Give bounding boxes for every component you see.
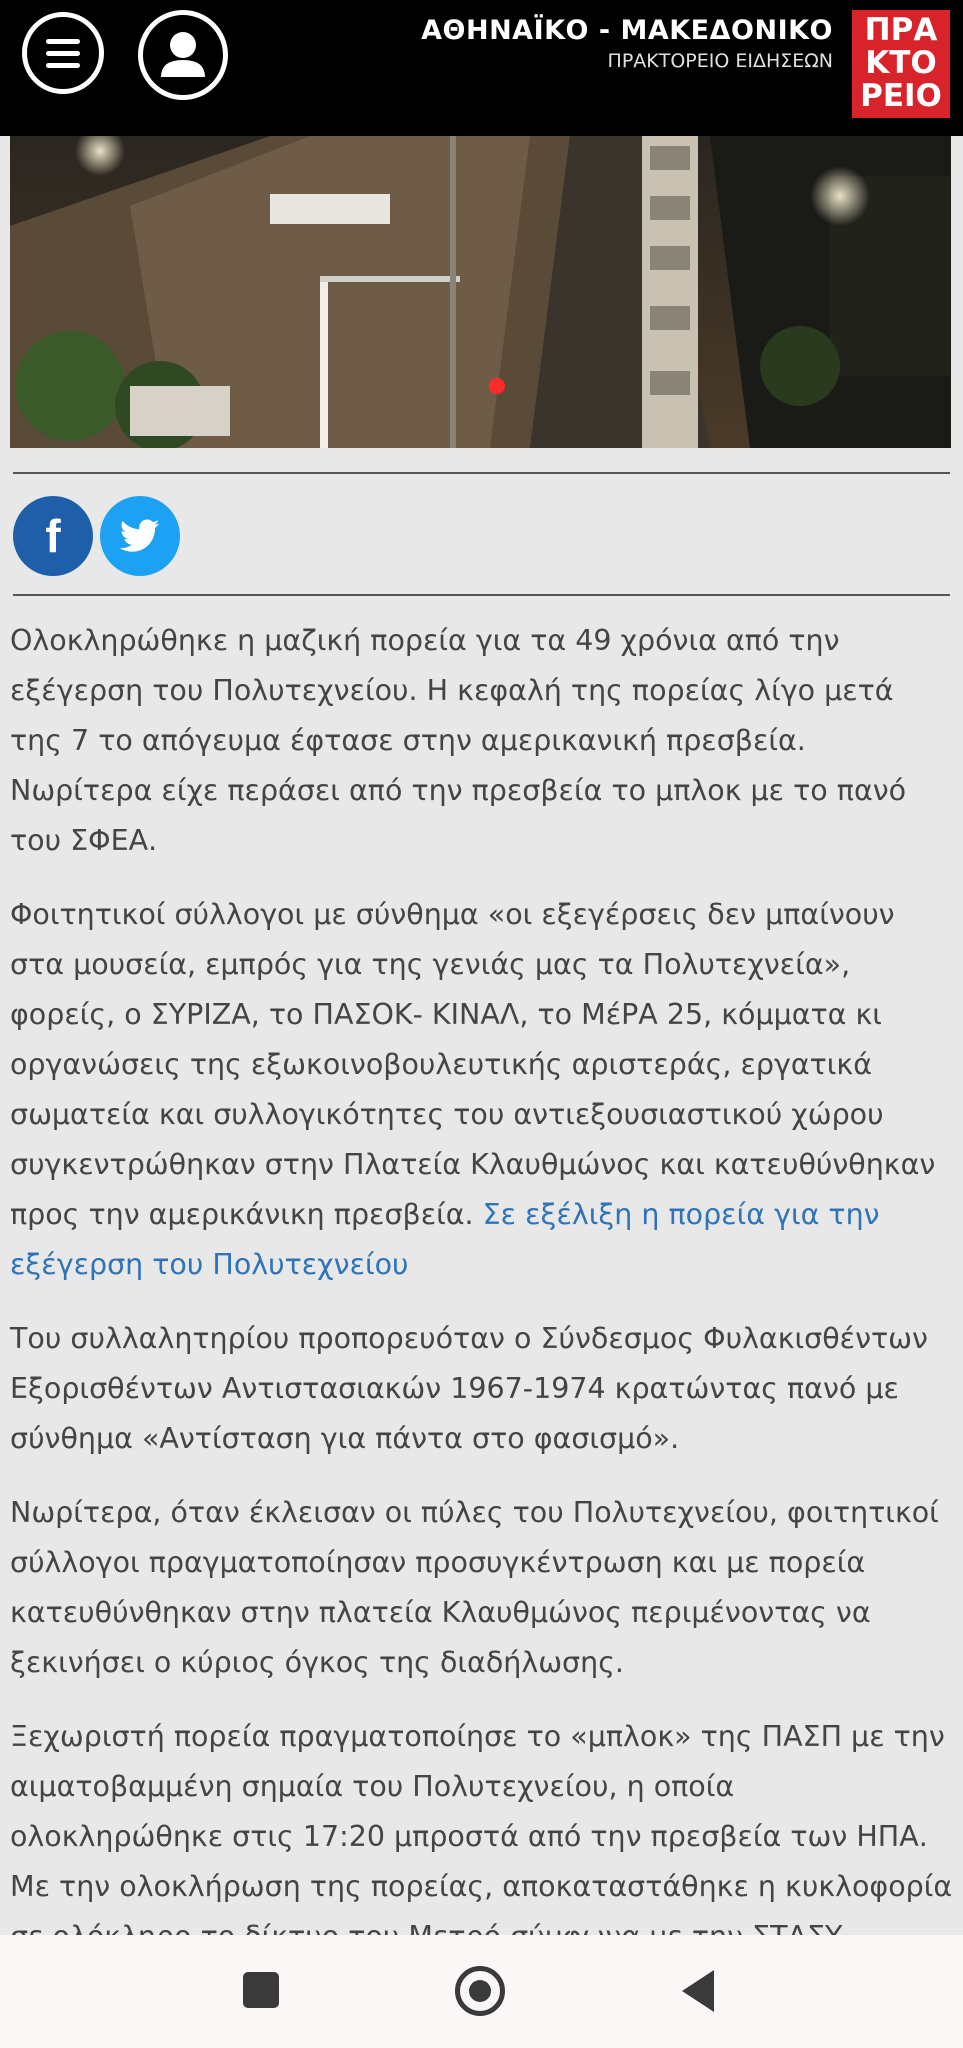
- related-article-link[interactable]: Σε εξέλιξη η πορεία για την εξέγερση του Πολυτεχνείου: [10, 1198, 880, 1281]
- brand-line-1: ΑΘΗΝΑΪΚΟ - ΜΑΚΕΔΟΝΙΚΟ: [421, 15, 833, 46]
- divider-bottom: [13, 594, 950, 596]
- facebook-icon: f: [45, 510, 61, 562]
- article-paragraph-5: Ξεχωριστή πορεία πραγματοποίησε το «μπλοκ» της ΠΑΣΠ με την αιματοβαμμένη σημαία του Πολυτεχνείου, η οποία ολοκληρώθηκε στις 17:20 μπροστά από την πρεσβεία των ΗΠΑ. Με την ολοκλήρωση της πορείας, αποκαταστάθηκε η κυκλοφορία: [10, 1720, 953, 1903]
- divider-top: [13, 472, 950, 474]
- twitter-share-button[interactable]: [100, 496, 180, 576]
- article-paragraph-4: Νωρίτερα, όταν έκλεισαν οι πύλες του Πολυτεχνείου, φοιτητικοί σύλλογοι πραγματοποίησαν προσυγκέντρωση και με πορεία κατευθύνθηκαν στην πλατεία Κλαυθμώνος περιμένοντας να ξεκινήσει ο κύριος όγκος της διαδήλωσης.: [10, 1496, 939, 1679]
- home-icon[interactable]: [455, 1966, 505, 2016]
- article-photo: [10, 136, 951, 448]
- site-header: [0, 0, 963, 136]
- user-account-icon[interactable]: [138, 10, 228, 100]
- logo-line-1: ΠΡΑ: [864, 12, 938, 48]
- article-paragraph-2: [10, 890, 953, 1290]
- recent-apps-icon[interactable]: [243, 1972, 279, 2008]
- twitter-icon: [120, 519, 160, 553]
- logo-line-2: ΚΤΟ: [865, 45, 937, 81]
- article-paragraph-1: Ολοκληρώθηκε η μαζική πορεία για τα 49 χρόνια από την εξέγερση του Πολυτεχνείου. Η κεφαλή της πορείας λίγο μετά της 7 το απόγευμα έφτασε στην αμερικανική πρεσβεία. Νωρίτερα είχε περάσει από την πρεσβεία το μπλοκ με το πανό του ΣΦΕΑ.: [10, 624, 907, 857]
- hamburger-menu-icon[interactable]: [22, 12, 104, 94]
- facebook-share-button[interactable]: [13, 496, 93, 576]
- logo-line-3: ΡΕΙΟ: [860, 78, 942, 114]
- article-paragraph-3: Του συλλαλητηρίου προπορευόταν ο Σύνδεσμος Φυλακισθέντων Εξορισθέντων Αντιστασιακών 1967-1974 κρατώντας πανό με σύνθημα «Αντίσταση για πάντα στο φασισμό».: [10, 1322, 928, 1455]
- system-navigation-bar: [0, 1935, 963, 2048]
- brand-name: [421, 14, 833, 74]
- back-icon[interactable]: [682, 1970, 714, 2012]
- article-paragraph-2-text: Φοιτητικοί σύλλογοι με σύνθημα «οι εξεγέρσεις δεν μπαίνουν στα μουσεία, εμπρός για της γενιάς μας τα Πολυτεχνεία», φορείς, ο ΣΥΡΙΖΑ, το ΠΑΣΟΚ- ΚΙΝΑΛ, το ΜέΡΑ 25, κόμματα κι οργανώσεις της εξωκοινοβουλευτικής αριστεράς, εργατικά σωματεία και συλλογικότητες του αντιεξουσιαστικού χώρου συγκεντρώθηκαν στην Πλατεία Κλαυθμώνος και κατευθύνθηκαν προς την αμερικάνικη πρεσβεία.: [10, 898, 936, 1231]
- brand-logo[interactable]: [852, 10, 950, 118]
- brand-line-2: ΠΡΑΚΤΟΡΕΙΟ ΕΙΔΗΣΕΩΝ: [607, 50, 833, 72]
- article-body: [10, 616, 953, 1986]
